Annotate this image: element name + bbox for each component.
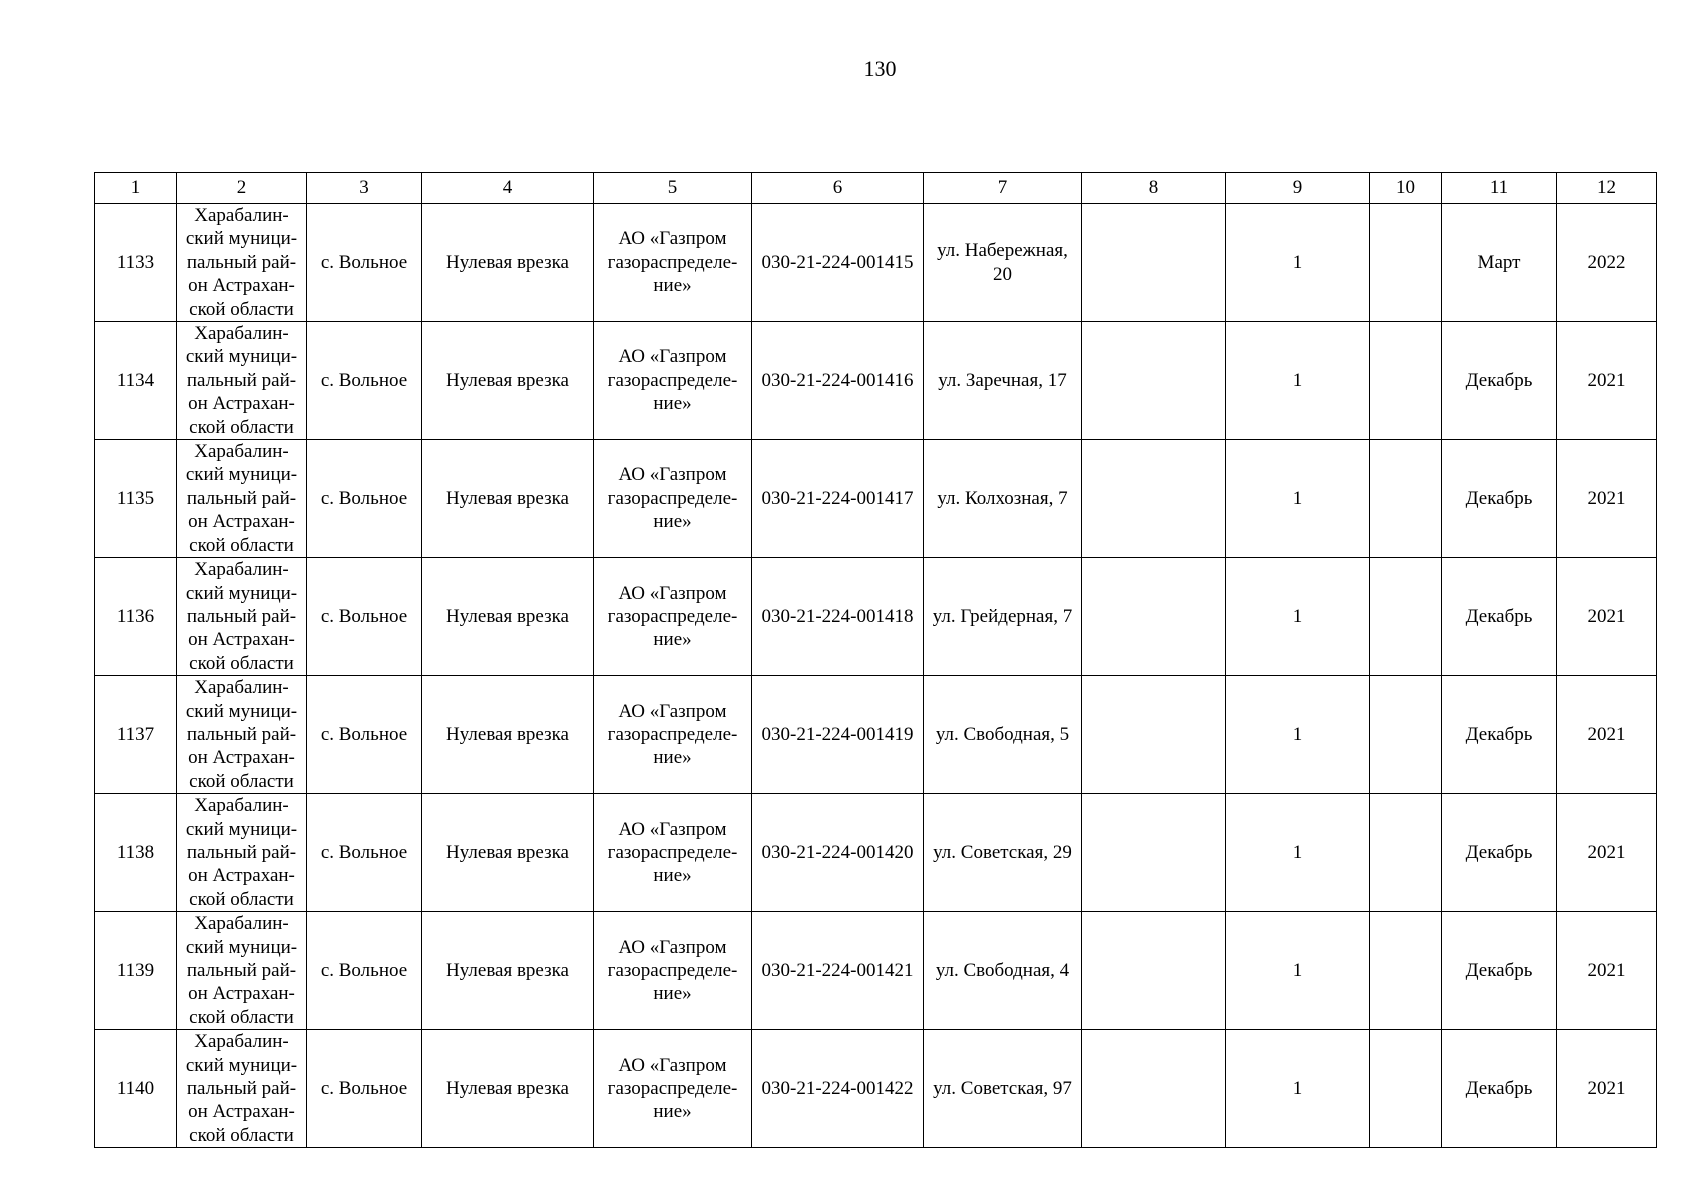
settlement-cell: с. Вольное <box>307 440 422 558</box>
column-header: 1 <box>95 173 177 204</box>
municipality-cell: Харабалин- ский муници- пальный рай- он Астрахан- ской области <box>177 794 307 912</box>
row-number-cell: 1133 <box>95 204 177 322</box>
column-header: 3 <box>307 173 422 204</box>
organization-cell: АО «Газпром газораспределе- ние» <box>594 322 752 440</box>
empty-cell <box>1370 912 1442 1030</box>
month-cell: Декабрь <box>1442 322 1557 440</box>
count-cell: 1 <box>1226 440 1370 558</box>
column-header: 7 <box>924 173 1082 204</box>
month-cell: Декабрь <box>1442 440 1557 558</box>
column-header: 8 <box>1082 173 1226 204</box>
code-cell: 030-21-224-001418 <box>752 558 924 676</box>
empty-cell <box>1370 322 1442 440</box>
connection-type-cell: Нулевая врезка <box>422 204 594 322</box>
municipality-cell: Харабалин- ский муници- пальный рай- он Астрахан- ской области <box>177 204 307 322</box>
column-header: 6 <box>752 173 924 204</box>
page-number: 130 <box>863 56 897 81</box>
organization-cell: АО «Газпром газораспределе- ние» <box>594 794 752 912</box>
column-header: 11 <box>1442 173 1557 204</box>
empty-cell <box>1082 322 1226 440</box>
connection-type-cell: Нулевая врезка <box>422 558 594 676</box>
column-header: 2 <box>177 173 307 204</box>
empty-cell <box>1082 912 1226 1030</box>
table-row <box>95 558 1657 676</box>
year-cell: 2021 <box>1557 1030 1657 1148</box>
table-row <box>95 440 1657 558</box>
empty-cell <box>1370 440 1442 558</box>
row-number-cell: 1139 <box>95 912 177 1030</box>
connection-type-cell: Нулевая врезка <box>422 322 594 440</box>
address-cell: ул. Колхозная, 7 <box>924 440 1082 558</box>
code-cell: 030-21-224-001417 <box>752 440 924 558</box>
table-header <box>95 173 1657 204</box>
table-row <box>95 676 1657 794</box>
address-cell: ул. Грейдерная, 7 <box>924 558 1082 676</box>
row-number-cell: 1135 <box>95 440 177 558</box>
empty-cell <box>1370 676 1442 794</box>
organization-cell: АО «Газпром газораспределе- ние» <box>594 204 752 322</box>
address-cell: ул. Набережная, 20 <box>924 204 1082 322</box>
month-cell: Декабрь <box>1442 1030 1557 1148</box>
empty-cell <box>1370 794 1442 912</box>
count-cell: 1 <box>1226 676 1370 794</box>
row-number-cell: 1137 <box>95 676 177 794</box>
code-cell: 030-21-224-001421 <box>752 912 924 1030</box>
connection-type-cell: Нулевая врезка <box>422 912 594 1030</box>
column-header: 10 <box>1370 173 1442 204</box>
organization-cell: АО «Газпром газораспределе- ние» <box>594 676 752 794</box>
settlement-cell: с. Вольное <box>307 204 422 322</box>
settlement-cell: с. Вольное <box>307 558 422 676</box>
organization-cell: АО «Газпром газораспределе- ние» <box>594 558 752 676</box>
connection-type-cell: Нулевая врезка <box>422 440 594 558</box>
empty-cell <box>1370 558 1442 676</box>
year-cell: 2021 <box>1557 440 1657 558</box>
month-cell: Декабрь <box>1442 912 1557 1030</box>
settlement-cell: с. Вольное <box>307 1030 422 1148</box>
year-cell: 2021 <box>1557 794 1657 912</box>
count-cell: 1 <box>1226 322 1370 440</box>
header-row <box>95 173 1657 204</box>
count-cell: 1 <box>1226 912 1370 1030</box>
settlement-cell: с. Вольное <box>307 676 422 794</box>
column-header: 12 <box>1557 173 1657 204</box>
municipality-cell: Харабалин- ский муници- пальный рай- он Астрахан- ской области <box>177 676 307 794</box>
code-cell: 030-21-224-001415 <box>752 204 924 322</box>
address-cell: ул. Советская, 97 <box>924 1030 1082 1148</box>
row-number-cell: 1134 <box>95 322 177 440</box>
empty-cell <box>1082 676 1226 794</box>
settlement-cell: с. Вольное <box>307 322 422 440</box>
code-cell: 030-21-224-001420 <box>752 794 924 912</box>
table-row <box>95 204 1657 322</box>
connection-type-cell: Нулевая врезка <box>422 794 594 912</box>
connection-type-cell: Нулевая врезка <box>422 676 594 794</box>
year-cell: 2021 <box>1557 322 1657 440</box>
column-header: 5 <box>594 173 752 204</box>
connection-type-cell: Нулевая врезка <box>422 1030 594 1148</box>
year-cell: 2021 <box>1557 676 1657 794</box>
municipality-cell: Харабалин- ский муници- пальный рай- он Астрахан- ской области <box>177 440 307 558</box>
table-row <box>95 912 1657 1030</box>
empty-cell <box>1370 1030 1442 1148</box>
year-cell: 2022 <box>1557 204 1657 322</box>
column-header: 4 <box>422 173 594 204</box>
empty-cell <box>1082 558 1226 676</box>
address-cell: ул. Свободная, 5 <box>924 676 1082 794</box>
month-cell: Декабрь <box>1442 794 1557 912</box>
row-number-cell: 1138 <box>95 794 177 912</box>
row-number-cell: 1140 <box>95 1030 177 1148</box>
municipality-cell: Харабалин- ский муници- пальный рай- он Астрахан- ской области <box>177 912 307 1030</box>
organization-cell: АО «Газпром газораспределе- ние» <box>594 912 752 1030</box>
month-cell: Март <box>1442 204 1557 322</box>
table-row <box>95 1030 1657 1148</box>
column-header: 9 <box>1226 173 1370 204</box>
row-number-cell: 1136 <box>95 558 177 676</box>
month-cell: Декабрь <box>1442 676 1557 794</box>
settlement-cell: с. Вольное <box>307 912 422 1030</box>
address-cell: ул. Свободная, 4 <box>924 912 1082 1030</box>
organization-cell: АО «Газпром газораспределе- ние» <box>594 1030 752 1148</box>
table-body <box>95 204 1657 1148</box>
code-cell: 030-21-224-001416 <box>752 322 924 440</box>
code-cell: 030-21-224-001422 <box>752 1030 924 1148</box>
year-cell: 2021 <box>1557 912 1657 1030</box>
municipality-cell: Харабалин- ский муници- пальный рай- он Астрахан- ской области <box>177 1030 307 1148</box>
month-cell: Декабрь <box>1442 558 1557 676</box>
organization-cell: АО «Газпром газораспределе- ние» <box>594 440 752 558</box>
table-row <box>95 794 1657 912</box>
count-cell: 1 <box>1226 558 1370 676</box>
address-cell: ул. Советская, 29 <box>924 794 1082 912</box>
municipality-cell: Харабалин- ский муници- пальный рай- он Астрахан- ской области <box>177 322 307 440</box>
table-row <box>95 322 1657 440</box>
empty-cell <box>1082 204 1226 322</box>
empty-cell <box>1082 440 1226 558</box>
count-cell: 1 <box>1226 794 1370 912</box>
code-cell: 030-21-224-001419 <box>752 676 924 794</box>
count-cell: 1 <box>1226 204 1370 322</box>
address-cell: ул. Заречная, 17 <box>924 322 1082 440</box>
count-cell: 1 <box>1226 1030 1370 1148</box>
empty-cell <box>1082 1030 1226 1148</box>
gas-connection-table <box>94 172 1657 1148</box>
empty-cell <box>1082 794 1226 912</box>
municipality-cell: Харабалин- ский муници- пальный рай- он Астрахан- ской области <box>177 558 307 676</box>
year-cell: 2021 <box>1557 558 1657 676</box>
empty-cell <box>1370 204 1442 322</box>
settlement-cell: с. Вольное <box>307 794 422 912</box>
